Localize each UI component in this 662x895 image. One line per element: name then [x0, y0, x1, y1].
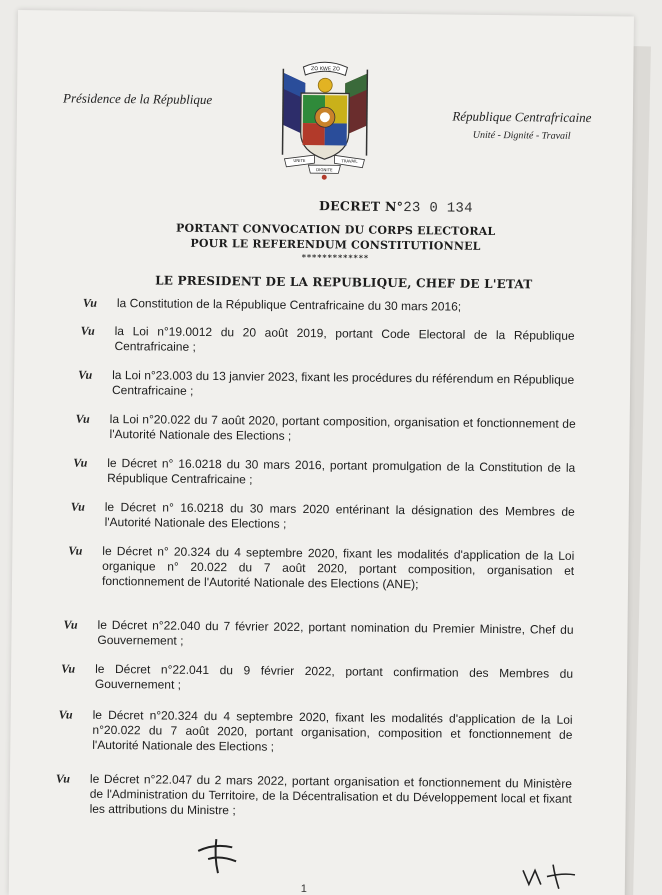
decree-subtitle [95, 220, 575, 268]
vu-item [80, 324, 574, 359]
vu-label: Vu [82, 295, 98, 310]
vu-label: Vu [75, 411, 90, 426]
decree-subtitle-line1: PORTANT CONVOCATION DU CORPS ELECTORAL [175, 221, 496, 239]
vu-text: le Décret n° 16.0218 du 30 mars 2016, portant promulgation de la Constitution de la République Centrafricaine ; [107, 455, 576, 487]
vu-item [75, 412, 575, 447]
decree-stars: ************* [301, 251, 370, 263]
vu-label: Vu [63, 617, 78, 632]
header-motto: Unité - Dignité - Travail [472, 129, 571, 142]
vu-text: la Loi n°20.022 du 7 août 2020, portant composition, organisation et fonctionnement de l'Autorité Nationale des Elections ; [109, 411, 576, 443]
vu-label: Vu [55, 771, 71, 786]
coat-ribbon-left: UNITE [293, 157, 306, 164]
vu-item [63, 618, 573, 653]
vu-label: Vu [80, 323, 95, 338]
president-heading: LE PRESIDENT DE LA REPUBLIQUE, CHEF DE L'ETAT [155, 273, 533, 292]
vu-text: le Décret n°22.047 du 2 mars 2022, portant organisation et fonctionnement du Ministère de l'Administration du Territoire, de la Décentralisation et du Développement local et fixant les attributions du Ministre ; [89, 771, 573, 818]
decree-label: DECRET N° [318, 198, 404, 215]
vu-text: le Décret n° 20.324 du 4 septembre 2020, fixant les modalités d'application de la Loi organique n° 20.022 du 7 août 2020, portant composition, organisation et fonctionnement de l'Autorité Nationale des Elections (ANE); [101, 543, 575, 592]
decree-title-block [95, 196, 576, 268]
vu-label: Vu [61, 661, 76, 676]
vu-text: le Décret n°20.324 du 4 septembre 2020, fixant les modalités d'application de la Loi n°20.022 du 7 août 2020, portant organisation, composition et fonctionnement de l'Autorité Nationale des Elections ; [92, 707, 573, 754]
decree-number-line [96, 196, 576, 218]
initials-mark [519, 860, 579, 891]
header-republic-title: République Centrafricaine [452, 108, 592, 126]
vu-list [15, 295, 631, 818]
vu-text: la Loi n°19.0012 du 20 août 2019, portant Code Electoral de la République Centrafricaine ; [114, 324, 575, 354]
header-presidency: Présidence de la République [63, 90, 213, 108]
vu-item [58, 707, 572, 757]
vu-label: Vu [58, 707, 73, 722]
coat-ribbon-center: DIGNITE [316, 167, 333, 173]
vu-text: le Décret n°22.041 du 9 février 2022, portant confirmation des Membres du Gouvernement ; [94, 661, 574, 692]
vu-text: la Constitution de la République Centrafricaine du 30 mars 2016; [116, 296, 462, 314]
vu-label: Vu [70, 499, 85, 514]
vu-text: la Loi n°23.003 du 13 janvier 2023, fixant les procédures du référendum en République Centrafricaine ; [111, 368, 575, 398]
decree-subtitle-line2: POUR LE REFERENDUM CONSTITUTIONNEL [190, 236, 481, 253]
coat-of-arms-emblem [264, 55, 385, 181]
vu-label: Vu [73, 455, 88, 470]
page-number: 1 [300, 883, 307, 895]
vu-item [73, 456, 575, 491]
vu-text: le Décret n° 16.0218 du 30 mars 2020 entérinant la désignation des Membres de l'Autorité Nationale des Elections ; [104, 499, 575, 531]
signature-mark [194, 837, 244, 878]
decree-number: 23 0 134 [403, 200, 473, 217]
vu-item [83, 296, 573, 316]
vu-item [68, 544, 574, 594]
vu-item [61, 661, 573, 696]
vu-item [78, 368, 574, 403]
coat-banner-text: ZO KWE ZO [310, 66, 340, 73]
vu-label: Vu [78, 367, 93, 382]
document-page [9, 10, 634, 895]
vu-item [71, 500, 575, 535]
vu-item [56, 771, 572, 821]
header-republic [427, 108, 617, 142]
coat-ribbon-right: TRAVAIL [341, 158, 358, 164]
vu-text: le Décret n°22.040 du 7 février 2022, portant nomination du Premier Ministre, Chef du Gouvernement ; [97, 617, 574, 648]
vu-label: Vu [68, 543, 83, 558]
